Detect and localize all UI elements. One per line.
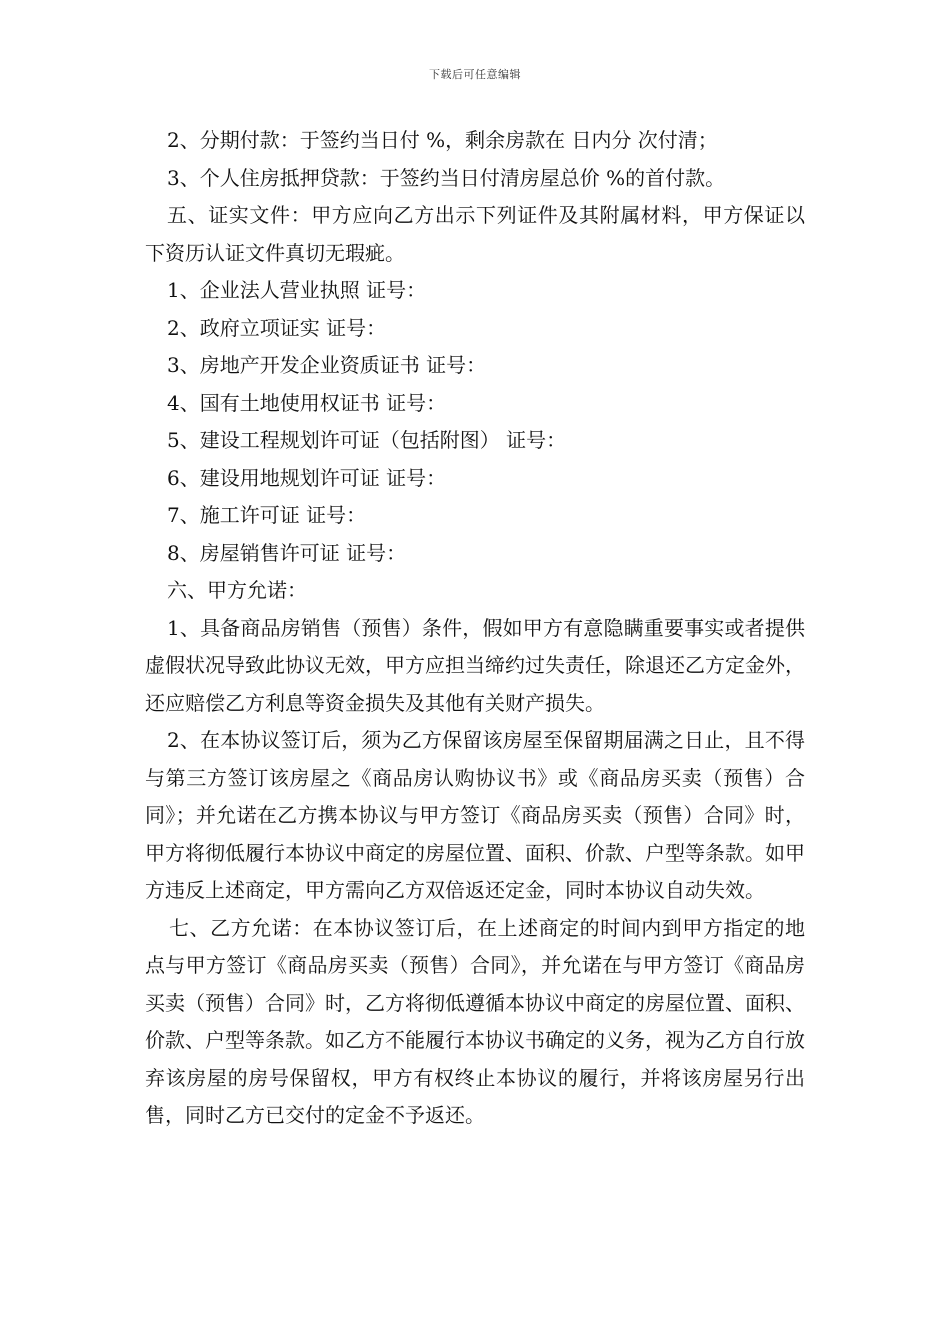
document-item-1: 1、企业法人营业执照 证号： — [167, 278, 427, 302]
payment-mortgage-clause: 3、个人住房抵押贷款：于签约当日付清房屋总价 %的首付款。 — [167, 165, 726, 190]
document-item-3: 3、房地产开发企业资质证书 证号： — [167, 353, 487, 377]
document-item-5: 5、建设工程规划许可证（包括附图） 证号： — [167, 428, 567, 452]
document-item-8: 8、房屋销售许可证 证号： — [167, 540, 407, 565]
section-7-party-b-promise: 七、乙方允诺：在本协议签订后，在上述商定的时间内到甲方指定的地点与甲方签订《商品房买卖（预售）合同》，并允诺在与甲方签订《商品房买卖（预售）合同》时，乙方将彻低遵循本协议中商定的房屋位置、面积、价款、户型等条款。如乙方不能履行本协议书确定的义务，视为乙方自行放弃该房屋的房号保留权，甲方有权终止本协议的履行，并将该房屋另行出售，同时乙方已交付的定金不予返还。 — [145, 915, 805, 1127]
document-item-7: 7、施工许可证 证号： — [167, 503, 367, 527]
party-a-promise-1: 1、具备商品房销售（预售）条件，假如甲方有意隐瞒重要事实或者提供虚假状况导致此协议无效，甲方应担当缔约过失责任，除退还乙方定金外，还应赔偿乙方利息等资金损失及其他有关财产损失。 — [145, 615, 805, 715]
section-6-heading: 六、甲方允诺： — [167, 578, 307, 602]
document-body — [145, 122, 805, 1135]
document-item-6: 6、建设用地规划许可证 证号： — [167, 465, 447, 490]
document-item-2: 2、政府立项证实 证号： — [167, 315, 387, 340]
payment-installment-clause: 2、分期付款：于签约当日付 %，剩余房款在 日内分 次付清； — [167, 128, 718, 152]
document-item-4: 4、国有土地使用权证书 证号： — [167, 390, 447, 415]
page-header: 下载后可任意编辑 — [429, 68, 521, 81]
section-5-documents: 五、证实文件：甲方应向乙方出示下列证件及其附属材料，甲方保证以下资历认证文件真切无瑕疵。 — [145, 203, 805, 265]
party-a-promise-2: 2、在本协议签订后，须为乙方保留该房屋至保留期届满之日止，且不得与第三方签订该房屋之《商品房认购协议书》或《商品房买卖（预售）合同》；并允诺在乙方携本协议与甲方签订《商品房买卖（预售）合同》时，甲方将彻低履行本协议中商定的房屋位置、面积、价款、户型等条款。如甲方违反上述商定，甲方需向乙方双倍返还定金，同时本协议自动失效。 — [145, 728, 805, 902]
